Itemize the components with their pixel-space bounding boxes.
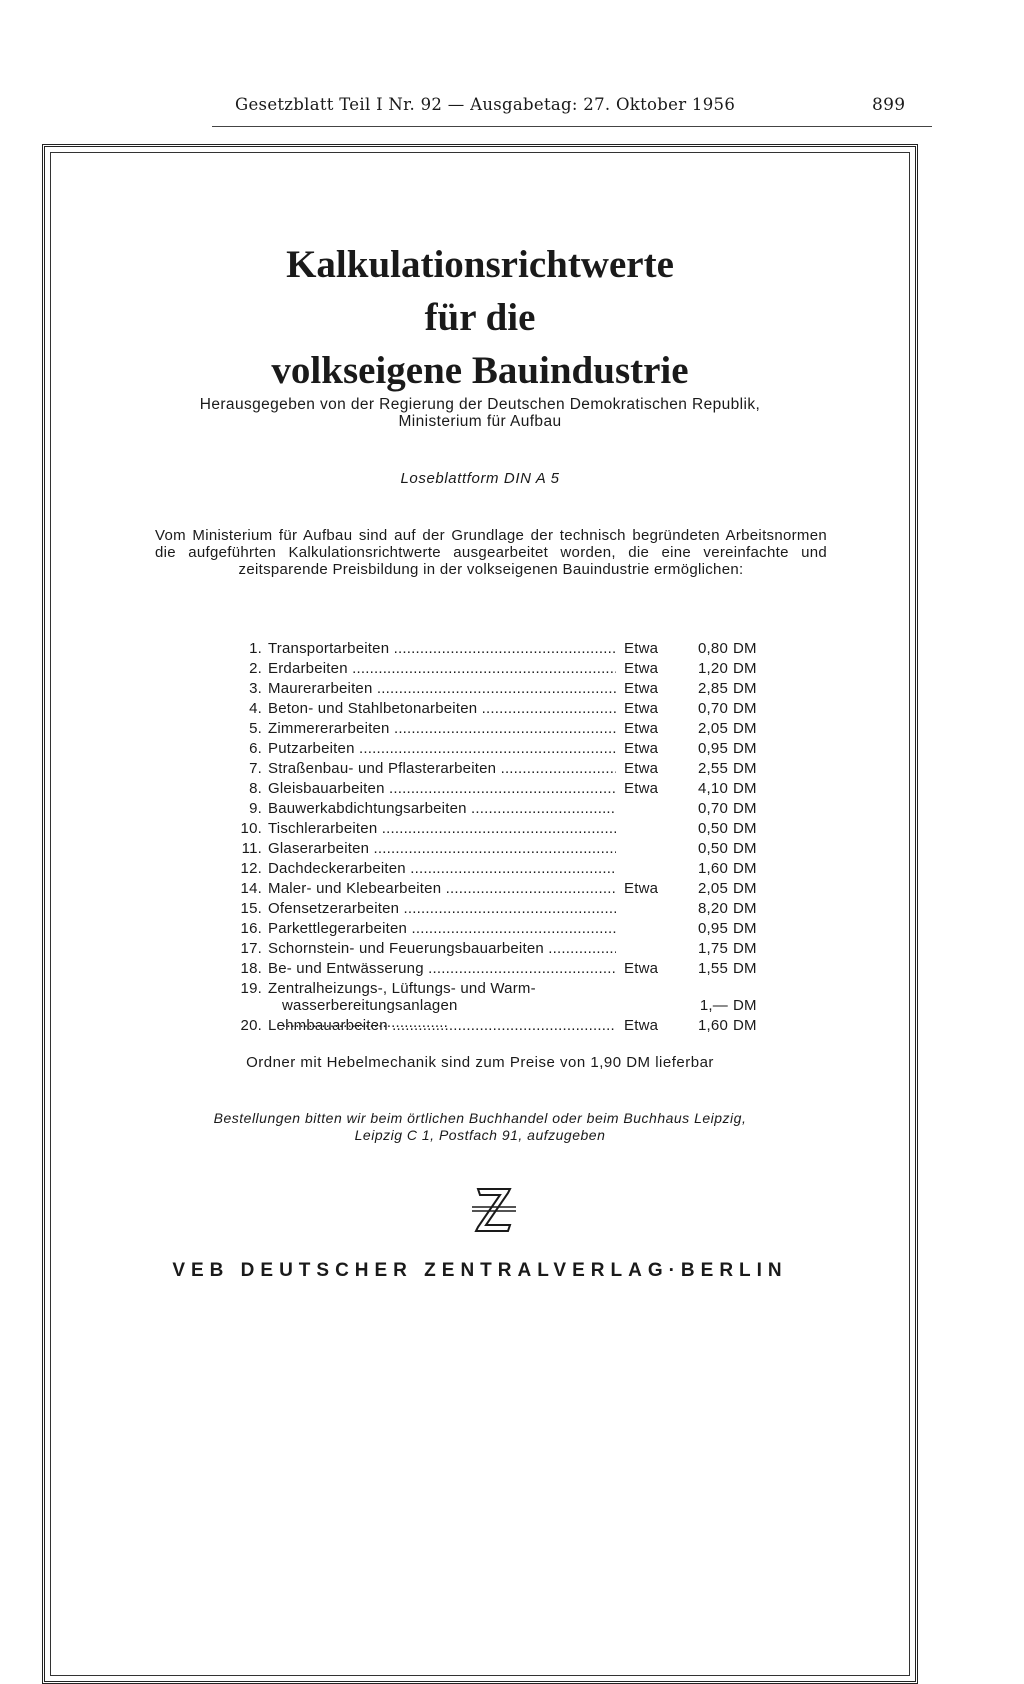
item-price: 1,55: [698, 960, 728, 977]
item-unit: DM: [733, 640, 757, 657]
item-price: 1,60: [698, 1017, 728, 1034]
item-label: Gleisbauarbeiten .....: [268, 780, 616, 797]
item-unit: DM: [733, 960, 757, 977]
price-list-item: [238, 780, 798, 800]
item-label: Lehmbauarbeiten .....: [268, 1017, 616, 1034]
publisher-name: VEB DEUTSCHER ZENTRALVERLAG·BERLIN: [172, 1260, 788, 1281]
price-list-item: [238, 660, 798, 680]
price-list-item: [238, 1017, 798, 1037]
item-approx: Etwa: [624, 700, 659, 717]
price-list-item: [238, 680, 798, 700]
item-price: 0,80: [698, 640, 728, 657]
advertisement-title: [50, 238, 910, 397]
publisher-line-2: Ministerium für Aufbau: [398, 413, 562, 430]
price-list-item: [238, 960, 798, 980]
item-approx: Etwa: [624, 680, 659, 697]
item-unit: DM: [733, 760, 757, 777]
item-number: 9.: [249, 800, 262, 817]
item-approx: Etwa: [624, 1017, 659, 1034]
item-price: 0,95: [698, 920, 728, 937]
header-rule: [212, 126, 932, 127]
item-approx: Etwa: [624, 640, 659, 657]
item-label: Be- und Entwässerung .....: [268, 960, 616, 977]
item-unit: DM: [733, 880, 757, 897]
item-label: Transportarbeiten .....: [268, 640, 616, 657]
item-number: 3.: [249, 680, 262, 697]
item-label: Straßenbau- und Pflasterarbeiten .....: [268, 760, 616, 777]
page-number: 899: [872, 95, 906, 115]
item-unit: DM: [733, 940, 757, 957]
item-price: 8,20: [698, 900, 728, 917]
title-line-2: für die: [424, 296, 536, 339]
item-price: 1,60: [698, 860, 728, 877]
title-line-3: volkseigene Bauindustrie: [271, 349, 689, 392]
item-label-line-1: Zentralheizungs-, Lüftungs- und Warm-: [268, 980, 536, 997]
item-unit: DM: [733, 997, 757, 1014]
item-unit: DM: [733, 920, 757, 937]
item-label: Beton- und Stahlbetonarbeiten .....: [268, 700, 616, 717]
item-approx: Etwa: [624, 880, 659, 897]
item-label: Ofensetzerarbeiten .....: [268, 900, 616, 917]
item-unit: DM: [733, 800, 757, 817]
price-list-item: [238, 820, 798, 840]
item-number: 4.: [249, 700, 262, 717]
price-list-item: [238, 640, 798, 660]
item-approx: Etwa: [624, 780, 659, 797]
price-list-item: [238, 900, 798, 920]
item-unit: DM: [733, 860, 757, 877]
price-list-item: [238, 880, 798, 900]
item-label: Tischlerarbeiten .....: [268, 820, 616, 837]
running-header: [235, 95, 935, 114]
price-list-item: [238, 920, 798, 940]
item-approx: Etwa: [624, 660, 659, 677]
item-number: 19.: [240, 980, 262, 997]
item-unit: DM: [733, 660, 757, 677]
item-label: Maurerarbeiten .....: [268, 680, 616, 697]
item-price: 4,10: [698, 780, 728, 797]
ordering-line-2: Leipzig C 1, Postfach 91, aufzugeben: [354, 1127, 606, 1143]
item-number: 12.: [240, 860, 262, 877]
item-approx: Etwa: [624, 960, 659, 977]
price-list-item: [238, 800, 798, 820]
publisher-logo-icon: [468, 1185, 520, 1235]
item-number: 6.: [249, 740, 262, 757]
item-label: Glaserarbeiten .....: [268, 840, 616, 857]
item-label: Putzarbeiten .....: [268, 740, 616, 757]
item-price: 2,85: [698, 680, 728, 697]
item-number: 10.: [240, 820, 262, 837]
item-unit: DM: [733, 820, 757, 837]
item-price: 1,—: [699, 997, 728, 1014]
price-list-item: [238, 720, 798, 740]
item-label: Dachdeckerarbeiten .....: [268, 860, 616, 877]
item-approx: Etwa: [624, 760, 659, 777]
price-list-item: [238, 760, 798, 780]
item-number: 8.: [249, 780, 262, 797]
price-list-item: [238, 740, 798, 760]
item-price: 2,05: [698, 880, 728, 897]
item-price: 1,20: [698, 660, 728, 677]
item-number: 16.: [240, 920, 262, 937]
ordering-line-1: Bestellungen bitten wir beim örtlichen Buchhandel oder beim Buchhaus Leipzig,: [213, 1110, 747, 1126]
item-label: Schornstein- und Feuerungsbauarbeiten .....: [268, 940, 616, 957]
item-number: 20.: [240, 1017, 262, 1034]
item-number: 7.: [249, 760, 262, 777]
item-label: Erdarbeiten .....: [268, 660, 616, 677]
item-number: 11.: [241, 840, 262, 857]
price-list: [238, 640, 798, 1037]
item-price: 0,50: [698, 840, 728, 857]
item-unit: DM: [733, 740, 757, 757]
item-price: 1,75: [698, 940, 728, 957]
format-note: Loseblattform DIN A 5: [400, 470, 560, 487]
item-number: 14.: [240, 880, 262, 897]
item-unit: DM: [733, 780, 757, 797]
title-line-1: Kalkulationsrichtwerte: [286, 243, 674, 286]
item-label: Maler- und Klebearbeiten .....: [268, 880, 616, 897]
item-label: Zimmererarbeiten .....: [268, 720, 616, 737]
item-price: 2,05: [698, 720, 728, 737]
item-label-line-2: wasserbereitungsanlagen .....: [268, 997, 616, 1031]
price-list-item: [238, 980, 798, 1017]
binder-note: Ordner mit Hebelmechanik sind zum Preise von 1,90 DM lieferbar: [246, 1054, 714, 1071]
publisher-line-1: Herausgegeben von der Regierung der Deutschen Demokratischen Republik,: [199, 396, 761, 413]
item-price: 2,55: [698, 760, 728, 777]
item-unit: DM: [733, 1017, 757, 1034]
item-number: 1.: [249, 640, 262, 657]
item-number: 5.: [249, 720, 262, 737]
item-number: 15.: [240, 900, 262, 917]
item-price: 0,70: [698, 700, 728, 717]
item-unit: DM: [733, 840, 757, 857]
item-unit: DM: [733, 680, 757, 697]
price-list-item: [238, 840, 798, 860]
price-list-item: [238, 700, 798, 720]
item-price: 0,50: [698, 820, 728, 837]
item-unit: DM: [733, 900, 757, 917]
item-number: 2.: [249, 660, 262, 677]
item-number: 17.: [240, 940, 262, 957]
intro-paragraph: Vom Ministerium für Aufbau sind auf der Grundlage der technisch begründeten Arbeitsnormen die aufgeführten Kalkulationsrichtwerte ausgearbeitet worden, die eine vereinfachte und zeitsparende Preisbildung in der volkseigenen Bauindustrie ermöglichen:: [155, 527, 827, 578]
ordering-note: [50, 1110, 910, 1144]
item-label: Parkettlegerarbeiten .....: [268, 920, 616, 937]
item-label: Bauwerkabdichtungsarbeiten .....: [268, 800, 616, 817]
item-price: 0,95: [698, 740, 728, 757]
price-list-item: [238, 940, 798, 960]
price-list-item: [238, 860, 798, 880]
item-approx: Etwa: [624, 740, 659, 757]
item-unit: DM: [733, 720, 757, 737]
item-unit: DM: [733, 700, 757, 717]
publisher-note: [50, 396, 910, 430]
item-number: 18.: [240, 960, 262, 977]
item-price: 0,70: [698, 800, 728, 817]
running-title: Gesetzblatt Teil I Nr. 92 — Ausgabetag: 27. Oktober 1956: [235, 95, 736, 114]
item-approx: Etwa: [624, 720, 659, 737]
